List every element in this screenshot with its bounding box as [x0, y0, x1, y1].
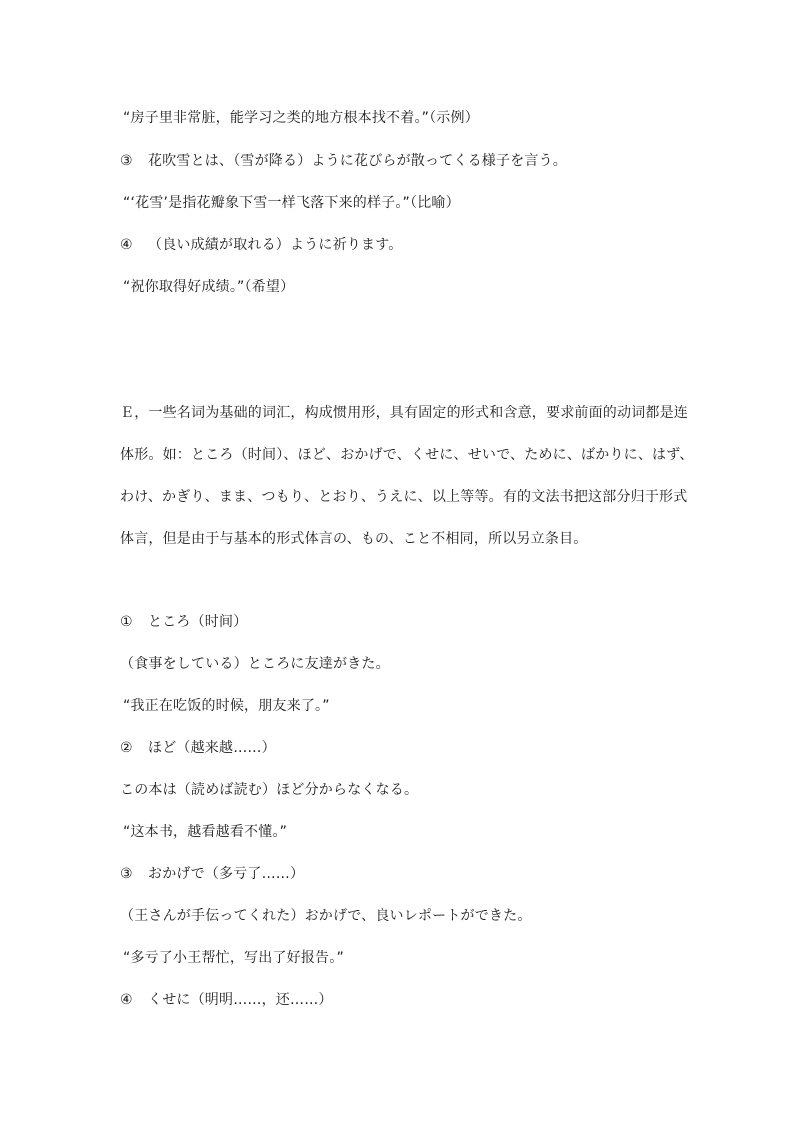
paragraph-line: Ｅ，一些名词为基础的词汇，构成惯用形，具有固定的形式和含意，要求前面的动词都是连	[120, 405, 688, 421]
list-item	[120, 235, 402, 255]
item-translation: “‘花雪’是指花瓣象下雪一样飞落下来的样子。”（比喻）	[123, 195, 460, 211]
example-sentence: （王さんが手伝ってくれた）おかげで、良いレポートができた。	[120, 908, 532, 924]
item-number: ④	[120, 992, 133, 1008]
paragraph-line: 体形。如：ところ（时间）、ほど、おかげで、くせに、せいで、ために、ばかりに、はず、	[120, 447, 694, 463]
example-sentence: （食事をしている）ところに友達がきた。	[120, 656, 390, 672]
list-item-heading	[120, 864, 304, 884]
list-item-heading	[120, 612, 247, 632]
item-heading: おかげで（多亏了……）	[148, 866, 305, 882]
item-number: ③	[120, 866, 133, 882]
list-item-heading	[120, 738, 276, 758]
item-number: ③	[120, 153, 133, 169]
item-translation: “祝你取得好成绩。”（希望）	[123, 279, 295, 295]
list-item-heading	[120, 990, 333, 1010]
paragraph-line: わけ、かぎり、まま、つもり、とおり、うえに、以上等等。有的文法书把这部分归于形式	[120, 489, 688, 505]
list-item	[120, 151, 567, 171]
example-translation: “房子里非常脏，能学习之类的地方根本找不着。”（示例）	[123, 110, 479, 126]
item-number: ②	[120, 740, 133, 756]
item-heading: くせに（明明……，还……）	[148, 992, 333, 1008]
item-heading: ほど（越来越……）	[148, 740, 276, 756]
item-translation: “这本书，越看越看不懂。”	[123, 824, 288, 840]
item-number: ④	[120, 237, 133, 253]
item-text: 花吹雪とは、（雪が降る）ように花びらが散ってくる様子を言う。	[148, 153, 567, 169]
item-translation: “我正在吃饭的时候，朋友来了。”	[123, 698, 330, 714]
item-text: （良い成績が取れる）ように祈ります。	[148, 237, 403, 253]
item-heading: ところ（时间）	[148, 614, 248, 630]
example-sentence: この本は（読めば読む）ほど分からなくなる。	[120, 782, 419, 798]
item-translation: “多亏了小王帮忙，写出了好报告。”	[123, 950, 344, 966]
paragraph-line: 体言，但是由于与基本的形式体言の、もの、こと不相同，所以另立条目。	[120, 531, 588, 547]
item-number: ①	[120, 614, 133, 630]
